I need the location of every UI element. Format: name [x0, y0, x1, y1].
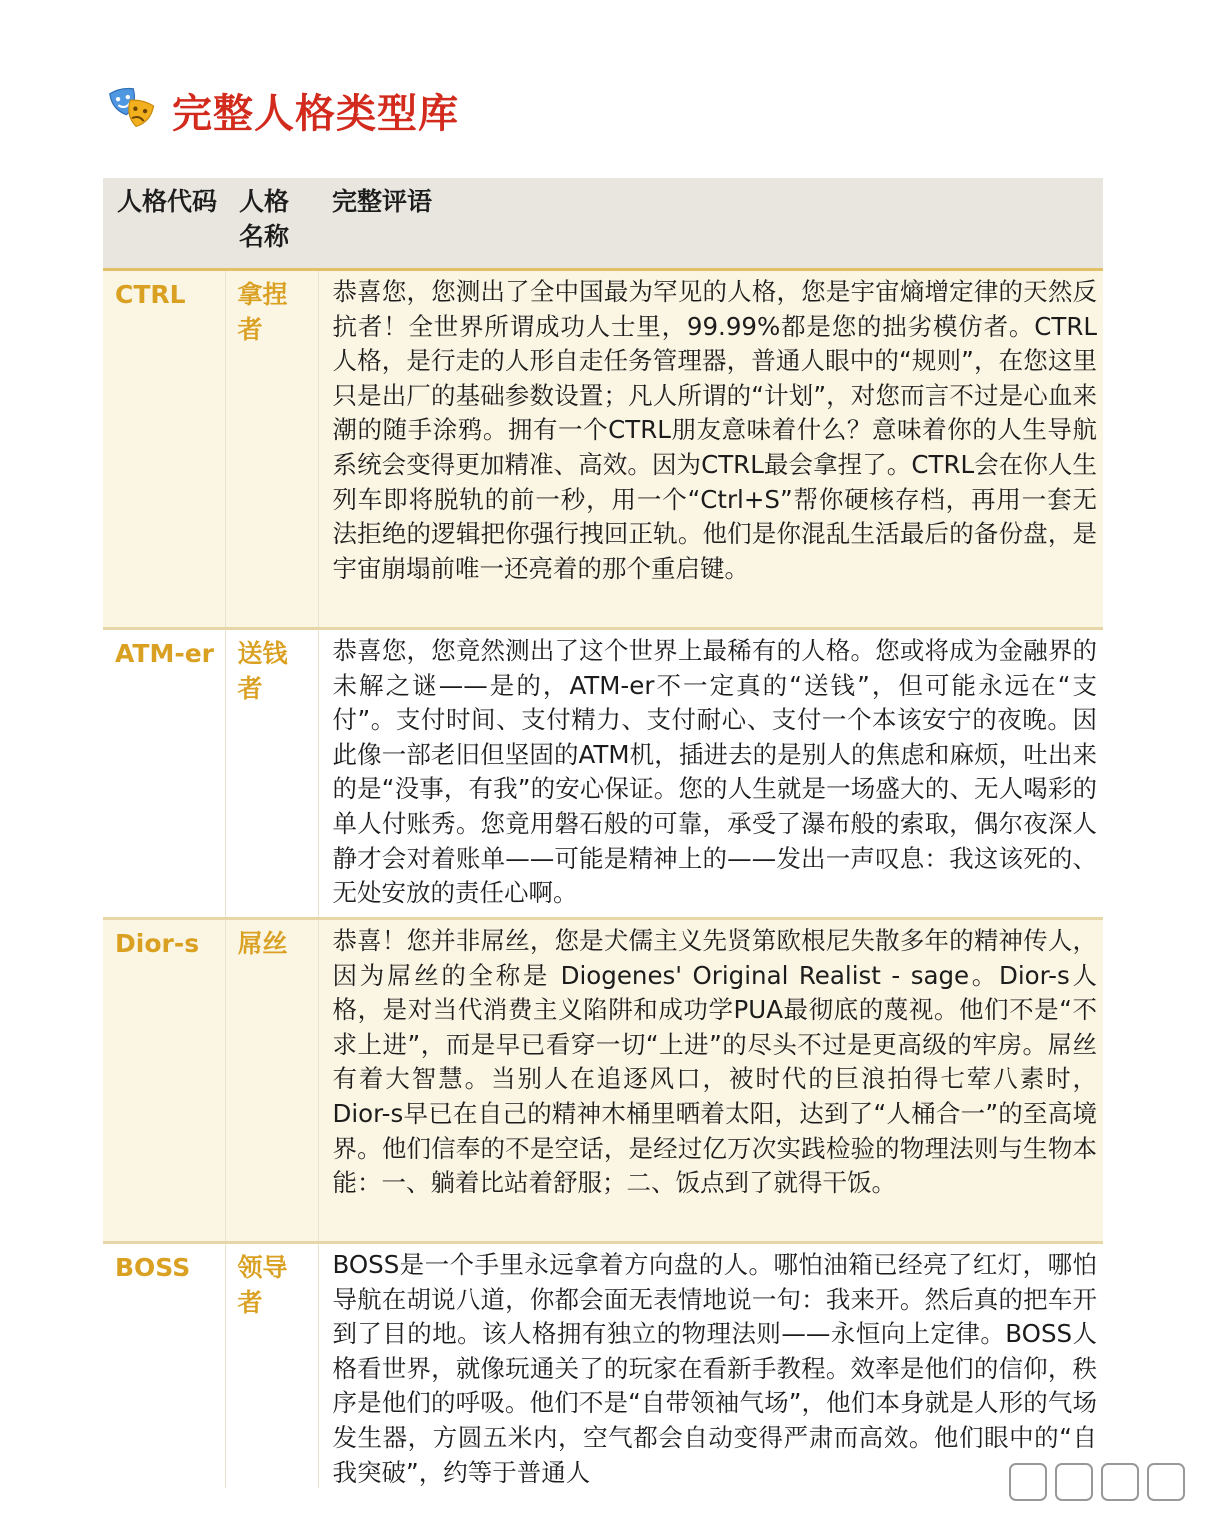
table-row — [103, 270, 1103, 629]
personality-code: BOSS — [103, 1243, 225, 1489]
personality-name: 送钱者 — [225, 629, 318, 919]
header-comment: 完整评语 — [318, 178, 1103, 270]
personality-comment: BOSS是一个手里永远拿着方向盘的人。哪怕油箱已经亮了红灯，哪怕导航在胡说八道，你都会面无表情地说一句：我来开。然后真的把车开到了目的地。该人格拥有独立的物理法则——永恒向上定律。BOSS人格看世界，就像玩通关了的玩家在看新手教程。效率是他们的信仰，秩序是他们的呼吸。他们不是“自带领袖气场”，他们本身就是人形的气场发生器，方圆五米内，空气都会自动变得严肃而高效。他们眼中的“自我突破”，约等于普通人 — [318, 1243, 1103, 1489]
personality-name: 领导者 — [225, 1243, 318, 1489]
personality-table-container — [103, 178, 1103, 1488]
personality-comment: 恭喜您，您测出了全中国最为罕见的人格，您是宇宙熵增定律的天然反抗者！全世界所谓成功人士里，99.99%都是您的拙劣模仿者。CTRL人格，是行走的人形自走任务管理器，普通人眼中的“规则”，在您这里只是出厂的基础参数设置；凡人所谓的“计划”，对您而言不过是心血来潮的随手涂鸦。拥有一个CTRL朋友意味着什么？意味着你的人生导航系统会变得更加精准、高效。因为CTRL最会拿捏了。CTRL会在你人生列车即将脱轨的前一秒，用一个“Ctrl+S”帮你硬核存档，再用一套无法拒绝的逻辑把你强行拽回正轨。他们是你混乱生活最后的备份盘，是宇宙崩塌前唯一还亮着的那个重启键。 — [318, 270, 1103, 629]
personality-name: 拿捏者 — [225, 270, 318, 629]
header-name: 人格名称 — [225, 178, 318, 270]
page-header — [108, 80, 459, 140]
personality-comment: 恭喜！您并非屌丝，您是犬儒主义先贤第欧根尼失散多年的精神传人，因为屌丝的全称是 Diogenes' Original Realist - sage。Dior-s人格，是对当代消费主义陷阱和成功学PUA最彻底的蔑视。他们不是“不求上进”，而是早已看穿一切“上进”的尽头不过是更高级的牢房。屌丝有着大智慧。当别人在追逐风口，被时代的巨浪拍得七荤八素时，Dior-s早已在自己的精神木桶里晒着太阳，达到了“人桶合一”的至高境界。他们信奉的不是空话，是经过亿万次实践检验的物理法则与生物本能：一、躺着比站着舒服；二、饭点到了就得干饭。 — [318, 919, 1103, 1243]
personality-code: CTRL — [103, 270, 225, 629]
table-row — [103, 1243, 1103, 1489]
theater-masks-icon — [108, 85, 158, 135]
table-row — [103, 919, 1103, 1243]
personality-code: ATM-er — [103, 629, 225, 919]
personality-table — [103, 178, 1103, 1488]
personality-name: 屌丝 — [225, 919, 318, 1243]
header-code: 人格代码 — [103, 178, 225, 270]
personality-comment: 恭喜您，您竟然测出了这个世界上最稀有的人格。您或将成为金融界的未解之谜——是的，ATM-er不一定真的“送钱”，但可能永远在“支付”。支付时间、支付精力、支付耐心、支付一个本该安宁的夜晚。因此像一部老旧但坚固的ATM机，插进去的是别人的焦虑和麻烦，吐出来的是“没事，有我”的安心保证。您的人生就是一场盛大的、无人喝彩的单人付账秀。您竟用磐石般的可靠，承受了瀑布般的索取，偶尔夜深人静才会对着账单——可能是精神上的——发出一声叹息：我这该死的、无处安放的责任心啊。 — [318, 629, 1103, 919]
table-header-row — [103, 178, 1103, 270]
table-row — [103, 629, 1103, 919]
personality-code: Dior-s — [103, 919, 225, 1243]
watermark-logo — [1000, 1452, 1200, 1512]
page-title: 完整人格类型库 — [172, 90, 459, 137]
